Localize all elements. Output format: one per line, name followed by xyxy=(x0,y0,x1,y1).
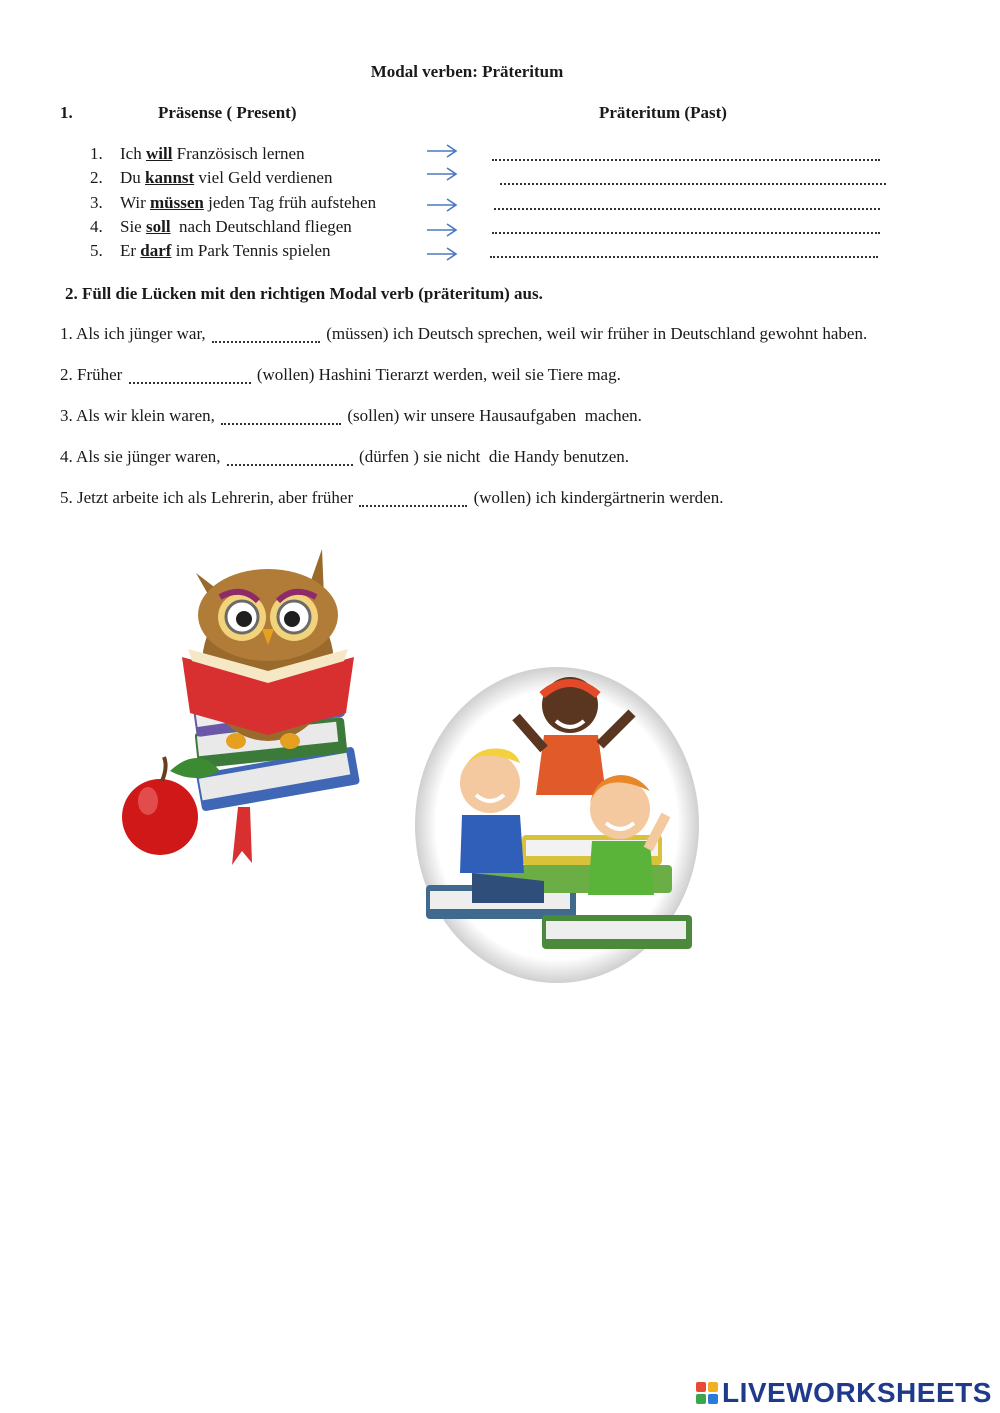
past-answer-field-4[interactable] xyxy=(492,216,880,234)
liveworksheets-logo: LIVEWORKSHEETS xyxy=(696,1377,992,1409)
arrow-right-icon xyxy=(425,143,459,159)
modal-verb: will xyxy=(145,144,173,163)
logo-grid-icon xyxy=(696,1382,718,1404)
section1-number: 1. xyxy=(60,103,73,122)
gap-sentence-4: 4. Als sie jünger waren, (dürfen ) sie nicht die Handy benutzen. xyxy=(60,447,630,466)
arrow-right-icon xyxy=(425,246,459,262)
owl-reading-illustration xyxy=(118,545,368,870)
modal-verb: soll xyxy=(145,217,171,236)
arrow-right-icon xyxy=(425,166,459,182)
past-answer-field-2[interactable] xyxy=(500,167,886,185)
modal-verb: darf xyxy=(140,241,172,260)
present-sentence-2: 2. Du kannst viel Geld verdienen xyxy=(90,168,333,187)
past-answer-field-3[interactable] xyxy=(494,192,880,210)
modal-verb: müssen xyxy=(150,193,204,212)
gap-field-3[interactable] xyxy=(221,409,341,425)
past-answer-field-5[interactable] xyxy=(490,240,878,258)
section2-heading: 2. Füll die Lücken mit den richtigen Modal verb (präteritum) aus. xyxy=(65,284,543,303)
gap-sentence-5: 5. Jetzt arbeite ich als Lehrerin, aber früher (wollen) ich kindergärtnerin werden. xyxy=(60,488,724,507)
present-sentence-3: 3. Wir müssen jeden Tag früh aufstehen xyxy=(90,193,377,212)
present-sentence-1: 1. Ich will Französisch lernen xyxy=(90,144,305,163)
gap-field-5[interactable] xyxy=(359,491,467,507)
gap-field-2[interactable] xyxy=(129,368,251,384)
gap-field-4[interactable] xyxy=(227,450,353,466)
page-title: Modal verben: Präteritum xyxy=(370,62,564,81)
column-present-heading: Präsense ( Present) xyxy=(158,103,297,122)
gap-sentence-2: 2. Früher (wollen) Hashini Tierarzt werden, weil sie Tiere mag. xyxy=(60,365,621,384)
children-on-books-illustration xyxy=(412,665,702,985)
past-answer-field-1[interactable] xyxy=(492,143,880,161)
arrow-right-icon xyxy=(425,222,459,238)
gap-field-1[interactable] xyxy=(212,327,320,343)
column-past-heading: Präteritum (Past) xyxy=(599,103,727,122)
present-sentence-4: 4. Sie soll nach Deutschland fliegen xyxy=(90,217,352,236)
arrow-right-icon xyxy=(425,197,459,213)
present-sentence-5: 5. Er darf im Park Tennis spielen xyxy=(90,241,331,260)
gap-sentence-1: 1. Als ich jünger war, (müssen) ich Deutsch sprechen, weil wir früher in Deutschland gewohnt haben. xyxy=(60,324,868,343)
modal-verb: kannst xyxy=(145,168,195,187)
gap-sentence-3: 3. Als wir klein waren, (sollen) wir unsere Hausaufgaben machen. xyxy=(60,406,642,425)
